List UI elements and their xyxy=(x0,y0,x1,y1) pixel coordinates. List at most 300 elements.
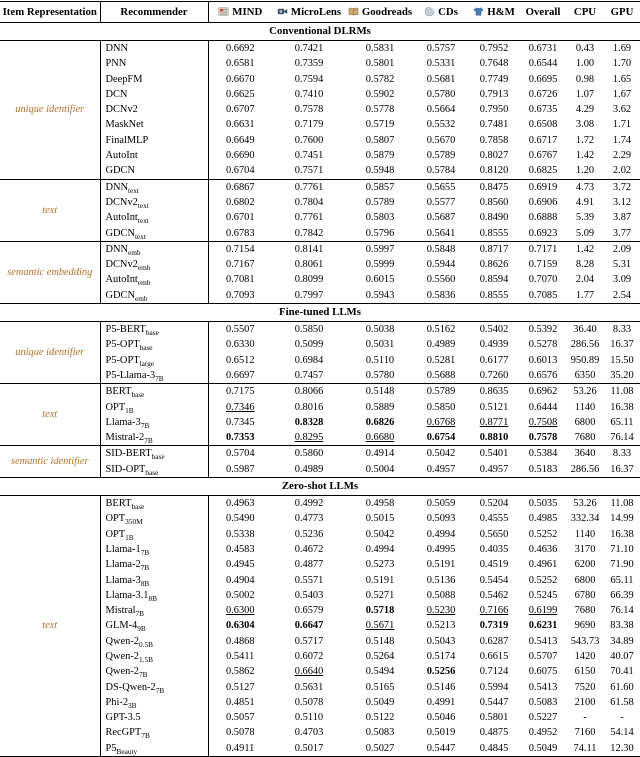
metric-value: 34.89 xyxy=(604,634,640,649)
metric-value: 0.5252 xyxy=(520,573,566,588)
metric-value: 0.5801 xyxy=(346,56,414,71)
metric-value: 0.7842 xyxy=(272,226,346,242)
metric-value: 0.4989 xyxy=(414,337,468,352)
recommender-subscript: emb xyxy=(128,248,141,257)
metric-value: 0.5331 xyxy=(414,56,468,71)
metric-value: 5.09 xyxy=(566,226,604,242)
section-title: Fine-tuned LLMs xyxy=(0,304,640,322)
metric-value: 0.5999 xyxy=(346,257,414,272)
recommender-base-name: Llama-2 xyxy=(106,559,141,570)
metric-value: 0.4992 xyxy=(272,496,346,512)
metric-value: 0.6919 xyxy=(520,179,566,195)
metric-value: 0.7166 xyxy=(468,603,520,618)
section-header-row xyxy=(0,23,640,41)
table-row xyxy=(0,496,640,512)
metric-value: 0.5560 xyxy=(414,272,468,287)
metric-value: 0.5110 xyxy=(346,353,414,368)
metric-value: 74.11 xyxy=(566,741,604,757)
recommender-name-cell xyxy=(100,618,208,633)
metric-value: 0.6923 xyxy=(520,226,566,242)
metric-value: 0.6649 xyxy=(208,133,272,148)
recommender-subscript: 7B xyxy=(141,421,150,430)
metric-value: 6800 xyxy=(566,415,604,430)
metric-value: 0.5015 xyxy=(346,511,414,526)
metric-value: 0.7345 xyxy=(208,415,272,430)
metric-value: 0.7600 xyxy=(272,133,346,148)
recommender-base-name: DNN xyxy=(106,43,129,54)
metric-value: 0.5122 xyxy=(346,710,414,725)
metric-value: 0.7346 xyxy=(208,400,272,415)
metric-value: 0.7749 xyxy=(468,72,520,87)
metric-value: 0.8016 xyxy=(272,400,346,415)
recommender-base-name: GLM-4 xyxy=(106,620,138,631)
metric-value: 0.5801 xyxy=(468,710,520,725)
metric-value: 4.91 xyxy=(566,195,604,210)
recommender-name-cell xyxy=(100,430,208,446)
recommender-base-name: Qwen-2 xyxy=(106,651,139,662)
metric-value: 0.4995 xyxy=(414,542,468,557)
metric-value: 1.77 xyxy=(566,288,604,304)
col-header-overall xyxy=(520,2,566,23)
metric-value: 8.28 xyxy=(566,257,604,272)
metric-value: 0.6704 xyxy=(208,163,272,179)
metric-value: 0.5447 xyxy=(414,741,468,757)
metric-value: 0.7154 xyxy=(208,241,272,257)
metric-value: 0.5782 xyxy=(346,72,414,87)
recommender-subscript: 7B xyxy=(141,548,150,557)
metric-value: 3.72 xyxy=(604,179,640,195)
metric-value: 0.5507 xyxy=(208,322,272,338)
metric-value: 0.6906 xyxy=(520,195,566,210)
metric-value: 0.4911 xyxy=(208,741,272,757)
header-row xyxy=(0,2,640,23)
recommender-subscript: 1B xyxy=(125,533,134,542)
recommender-name-cell xyxy=(100,41,208,57)
metric-value: 0.5803 xyxy=(346,210,414,225)
col-header-mind xyxy=(208,2,272,23)
recommender-name-cell xyxy=(100,133,208,148)
metric-value: 0.7451 xyxy=(272,148,346,163)
metric-value: 0.5093 xyxy=(414,511,468,526)
metric-value: 0.5641 xyxy=(414,226,468,242)
metric-value: 0.4703 xyxy=(272,725,346,740)
metric-value: 0.6726 xyxy=(520,87,566,102)
metric-value: 0.5671 xyxy=(346,618,414,633)
metric-value: 0.8594 xyxy=(468,272,520,287)
recommender-name-cell xyxy=(100,634,208,649)
metric-value: 0.5204 xyxy=(468,496,520,512)
recommender-name-cell xyxy=(100,542,208,557)
recommender-subscript: text xyxy=(135,232,146,241)
recommender-base-name: DCNv2 xyxy=(106,104,138,115)
metric-value: 6800 xyxy=(566,573,604,588)
recommender-name-cell xyxy=(100,588,208,603)
metric-value: 950.89 xyxy=(566,353,604,368)
metric-value: 0.8555 xyxy=(468,288,520,304)
item-representation-group-label: unique identifier xyxy=(0,41,100,180)
metric-value: 0.5256 xyxy=(414,664,468,679)
col-header-cpu xyxy=(566,2,604,23)
col-header-label: Recommender xyxy=(120,6,187,18)
recommender-subscript: emb xyxy=(138,279,151,288)
open-book-icon xyxy=(348,6,359,17)
metric-value: 0.4519 xyxy=(468,557,520,572)
metric-value: 0.5411 xyxy=(208,649,272,664)
metric-value: 0.5860 xyxy=(272,446,346,462)
recommender-name-cell xyxy=(100,462,208,478)
recommender-subscript: 7B xyxy=(141,563,150,572)
recommender-base-name: Qwen-2 xyxy=(106,666,139,677)
metric-value: 0.5789 xyxy=(346,195,414,210)
metric-value: 7680 xyxy=(566,603,604,618)
metric-value: 0.5252 xyxy=(520,527,566,542)
recommender-base-name: P5-BERT xyxy=(106,324,146,335)
recommender-base-name: P5 xyxy=(106,743,117,754)
metric-value: 0.5043 xyxy=(414,634,468,649)
metric-value: 0.5146 xyxy=(414,680,468,695)
metric-value: 0.6695 xyxy=(520,72,566,87)
metric-value: 0.5049 xyxy=(346,695,414,710)
recommender-name-cell xyxy=(100,725,208,740)
metric-value: 12.30 xyxy=(604,741,640,757)
metric-value: 0.5831 xyxy=(346,41,414,57)
metric-value: 0.7761 xyxy=(272,210,346,225)
metric-value: 76.14 xyxy=(604,430,640,446)
metric-value: 0.6647 xyxy=(272,618,346,633)
metric-value: 0.6690 xyxy=(208,148,272,163)
metric-value: 0.4989 xyxy=(272,462,346,478)
metric-value: 0.6640 xyxy=(272,664,346,679)
metric-value: 0.6735 xyxy=(520,102,566,117)
recommender-base-name: OPT xyxy=(106,402,126,413)
metric-value: 0.6199 xyxy=(520,603,566,618)
metric-value: 0.5944 xyxy=(414,257,468,272)
metric-value: 6200 xyxy=(566,557,604,572)
metric-value: 1.20 xyxy=(566,163,604,179)
recommender-subscript: 3B xyxy=(128,701,137,710)
metric-value: 0.7175 xyxy=(208,384,272,400)
metric-value: 0.5183 xyxy=(520,462,566,478)
recommender-subscript: 7B xyxy=(155,374,164,383)
metric-value: 14.99 xyxy=(604,511,640,526)
metric-value: 0.4994 xyxy=(414,527,468,542)
recommender-subscript: base xyxy=(131,390,144,399)
col-header-label: GPU xyxy=(611,6,634,18)
col-header-gpu xyxy=(604,2,640,23)
metric-value: 0.5401 xyxy=(468,446,520,462)
section-title: Zero-shot LLMs xyxy=(0,478,640,496)
metric-value: 0.8626 xyxy=(468,257,520,272)
metric-value: 7680 xyxy=(566,430,604,446)
metric-value: 0.5083 xyxy=(520,695,566,710)
recommender-subscript: base xyxy=(131,502,144,511)
metric-value: - xyxy=(604,710,640,725)
metric-value: 0.8099 xyxy=(272,272,346,287)
col-header-recommender xyxy=(100,2,208,23)
metric-value: 0.8027 xyxy=(468,148,520,163)
metric-value: 0.5384 xyxy=(520,446,566,462)
metric-value: 4.29 xyxy=(566,102,604,117)
video-camera-icon xyxy=(277,6,288,17)
recommender-base-name: FinalMLP xyxy=(106,135,149,146)
recommender-base-name: Phi-2 xyxy=(106,697,129,708)
newspaper-icon xyxy=(218,6,229,17)
recommender-subscript: 7B xyxy=(136,609,145,618)
recommender-base-name: MaskNet xyxy=(106,119,144,130)
metric-value: 0.5857 xyxy=(346,179,414,195)
recommender-name-cell xyxy=(100,87,208,102)
recommender-name-cell xyxy=(100,102,208,117)
metric-value: 1140 xyxy=(566,527,604,542)
metric-value: 0.8475 xyxy=(468,179,520,195)
metric-value: 0.7319 xyxy=(468,618,520,633)
metric-value: 0.7421 xyxy=(272,41,346,57)
metric-value: 0.7124 xyxy=(468,664,520,679)
metric-value: 0.7359 xyxy=(272,56,346,71)
metric-value: 0.7950 xyxy=(468,102,520,117)
metric-value: 0.4636 xyxy=(520,542,566,557)
metric-value: 0.6701 xyxy=(208,210,272,225)
metric-value: 0.8295 xyxy=(272,430,346,446)
metric-value: 0.5392 xyxy=(520,322,566,338)
metric-value: 0.5780 xyxy=(414,87,468,102)
metric-value: 286.56 xyxy=(566,337,604,352)
metric-value: 7520 xyxy=(566,680,604,695)
metric-value: 0.5148 xyxy=(346,384,414,400)
metric-value: 1.00 xyxy=(566,56,604,71)
metric-value: 0.6287 xyxy=(468,634,520,649)
col-header-cds xyxy=(414,2,468,23)
metric-value: 2.54 xyxy=(604,288,640,304)
col-header-microlens xyxy=(272,2,346,23)
recommender-subscript: base xyxy=(146,328,159,337)
recommender-name-cell xyxy=(100,710,208,725)
recommender-name-cell xyxy=(100,226,208,242)
metric-value: 0.6581 xyxy=(208,56,272,71)
recommender-subscript: text xyxy=(128,186,139,195)
metric-value: 3.62 xyxy=(604,102,640,117)
metric-value: 0.5057 xyxy=(208,710,272,725)
metric-value: 0.5707 xyxy=(520,649,566,664)
metric-value: 0.5447 xyxy=(468,695,520,710)
recommender-name-cell xyxy=(100,415,208,430)
metric-value: 0.4957 xyxy=(468,462,520,478)
metric-value: 53.26 xyxy=(566,496,604,512)
metric-value: 1.65 xyxy=(604,72,640,87)
recommender-subscript: Beauty xyxy=(116,747,137,756)
metric-value: 0.5031 xyxy=(346,337,414,352)
metric-value: 0.5245 xyxy=(520,588,566,603)
metric-value: 0.6962 xyxy=(520,384,566,400)
metric-value: 0.5148 xyxy=(346,634,414,649)
recommender-base-name: Mistral xyxy=(106,605,136,616)
recommender-name-cell xyxy=(100,163,208,179)
recommender-subscript: 1.5B xyxy=(139,655,153,664)
col-header-label: Overall xyxy=(526,6,561,18)
metric-value: 0.6013 xyxy=(520,353,566,368)
recommender-base-name: BERT xyxy=(106,498,132,509)
metric-value: 0.5136 xyxy=(414,573,468,588)
metric-value: 0.5004 xyxy=(346,462,414,478)
metric-value: 0.5088 xyxy=(414,588,468,603)
metric-value: 1.07 xyxy=(566,87,604,102)
recommender-name-cell xyxy=(100,322,208,338)
recommender-base-name: P5-OPT xyxy=(106,355,140,366)
metric-value: 0.7167 xyxy=(208,257,272,272)
metric-value: 0.7858 xyxy=(468,133,520,148)
metric-value: 0.5027 xyxy=(346,741,414,757)
recommender-subscript: 0.5B xyxy=(139,640,153,649)
metric-value: 0.5162 xyxy=(414,322,468,338)
recommender-base-name: DNN xyxy=(106,182,129,193)
recommender-subscript: emb xyxy=(138,263,151,272)
table-row xyxy=(0,41,640,57)
metric-value: 0.7997 xyxy=(272,288,346,304)
recommender-base-name: DS-Qwen-2 xyxy=(106,682,156,693)
recommender-subscript: base xyxy=(145,468,158,477)
table-header xyxy=(0,2,640,23)
metric-value: 0.8635 xyxy=(468,384,520,400)
recommender-base-name: RecGPT xyxy=(106,727,142,738)
metric-value: 1420 xyxy=(566,649,604,664)
recommender-subscript: text xyxy=(138,216,149,225)
recommender-base-name: DCNv2 xyxy=(106,259,138,270)
recommender-subscript: 1B xyxy=(125,406,134,415)
recommender-name-cell xyxy=(100,368,208,384)
recommender-base-name: OPT xyxy=(106,513,126,524)
metric-value: 0.7594 xyxy=(272,72,346,87)
metric-value: 0.4868 xyxy=(208,634,272,649)
col-header-label: CPU xyxy=(574,6,596,18)
metric-value: 0.7571 xyxy=(272,163,346,179)
metric-value: 0.6692 xyxy=(208,41,272,57)
metric-value: 0.6754 xyxy=(414,430,468,446)
metric-value: 0.5784 xyxy=(414,163,468,179)
metric-value: 35.20 xyxy=(604,368,640,384)
col-header-goodreads xyxy=(346,2,414,23)
recommender-name-cell xyxy=(100,557,208,572)
recommender-base-name: GPT-3.5 xyxy=(106,712,141,723)
metric-value: 0.8120 xyxy=(468,163,520,179)
metric-value: 3.87 xyxy=(604,210,640,225)
recommender-name-cell xyxy=(100,511,208,526)
recommender-name-cell xyxy=(100,148,208,163)
recommender-subscript: 7B xyxy=(141,732,150,741)
metric-value: 0.5038 xyxy=(346,322,414,338)
metric-value: 0.7952 xyxy=(468,41,520,57)
recommender-base-name: OPT xyxy=(106,529,126,540)
metric-value: 0.6072 xyxy=(272,649,346,664)
metric-value: 0.4939 xyxy=(468,337,520,352)
recommender-base-name: PNN xyxy=(106,58,127,69)
metric-value: 0.6304 xyxy=(208,618,272,633)
recommender-base-name: Llama-3 xyxy=(106,417,141,428)
metric-value: 0.7913 xyxy=(468,87,520,102)
metric-value: 0.7804 xyxy=(272,195,346,210)
col-header-label: Goodreads xyxy=(362,6,412,18)
metric-value: 0.5796 xyxy=(346,226,414,242)
metric-value: 0.5807 xyxy=(346,133,414,148)
recommender-name-cell xyxy=(100,272,208,287)
recommender-name-cell xyxy=(100,649,208,664)
metric-value: 0.5704 xyxy=(208,446,272,462)
recommender-base-name: DCNv2 xyxy=(106,197,138,208)
recommender-name-cell xyxy=(100,117,208,132)
metric-value: 0.6330 xyxy=(208,337,272,352)
metric-value: 0.5664 xyxy=(414,102,468,117)
metric-value: 0.4583 xyxy=(208,542,272,557)
metric-value: 0.8328 xyxy=(272,415,346,430)
metric-value: 0.6579 xyxy=(272,603,346,618)
metric-value: 3.08 xyxy=(566,117,604,132)
recommender-base-name: GDCN xyxy=(106,290,135,301)
metric-value: 0.6717 xyxy=(520,133,566,148)
metric-value: 0.5902 xyxy=(346,87,414,102)
metric-value: 65.11 xyxy=(604,415,640,430)
metric-value: 0.5778 xyxy=(346,102,414,117)
recommender-subscript: base xyxy=(140,343,153,352)
item-representation-group-label: text xyxy=(0,496,100,757)
recommender-name-cell xyxy=(100,741,208,757)
metric-value: 0.7578 xyxy=(272,102,346,117)
metric-value: 0.5236 xyxy=(272,527,346,542)
recommender-name-cell xyxy=(100,384,208,400)
metric-value: 0.5994 xyxy=(468,680,520,695)
metric-value: 0.4914 xyxy=(346,446,414,462)
item-representation-group-label: semantic embedding xyxy=(0,241,100,303)
recommender-name-cell xyxy=(100,664,208,679)
recommender-name-cell xyxy=(100,527,208,542)
metric-value: 0.4961 xyxy=(520,557,566,572)
recommender-subscript: text xyxy=(138,201,149,210)
metric-value: 0.98 xyxy=(566,72,604,87)
section-header-row xyxy=(0,304,640,322)
metric-value: 1.42 xyxy=(566,148,604,163)
recommender-base-name: Qwen-2 xyxy=(106,636,139,647)
recommender-subscript: 8B xyxy=(149,594,158,603)
table-row xyxy=(0,384,640,400)
metric-value: 286.56 xyxy=(566,462,604,478)
metric-value: 0.5454 xyxy=(468,573,520,588)
recommender-base-name: SID-OPT xyxy=(106,464,146,475)
metric-value: 0.5059 xyxy=(414,496,468,512)
recommender-name-cell xyxy=(100,337,208,352)
col-header-label: Item Representation xyxy=(3,6,97,18)
metric-value: 0.6615 xyxy=(468,649,520,664)
metric-value: 0.7457 xyxy=(272,368,346,384)
col-header-label: CDs xyxy=(438,6,458,18)
metric-value: 1.70 xyxy=(604,56,640,71)
recommender-subscript: 350M xyxy=(125,517,142,526)
metric-value: 0.5571 xyxy=(272,573,346,588)
metric-value: 0.8061 xyxy=(272,257,346,272)
metric-value: 0.7159 xyxy=(520,257,566,272)
metric-value: 3.09 xyxy=(604,272,640,287)
metric-value: 0.7081 xyxy=(208,272,272,287)
metric-value: 0.5494 xyxy=(346,664,414,679)
metric-value: 0.5078 xyxy=(208,725,272,740)
metric-value: 0.7578 xyxy=(520,430,566,446)
metric-value: 0.8066 xyxy=(272,384,346,400)
metric-value: 71.10 xyxy=(604,542,640,557)
metric-value: 0.5490 xyxy=(208,511,272,526)
recommender-base-name: Llama-3.1 xyxy=(106,590,149,601)
metric-value: 0.5230 xyxy=(414,603,468,618)
metric-value: 0.6867 xyxy=(208,179,272,195)
metric-value: 61.60 xyxy=(604,680,640,695)
metric-value: 16.37 xyxy=(604,337,640,352)
metric-value: 0.5577 xyxy=(414,195,468,210)
